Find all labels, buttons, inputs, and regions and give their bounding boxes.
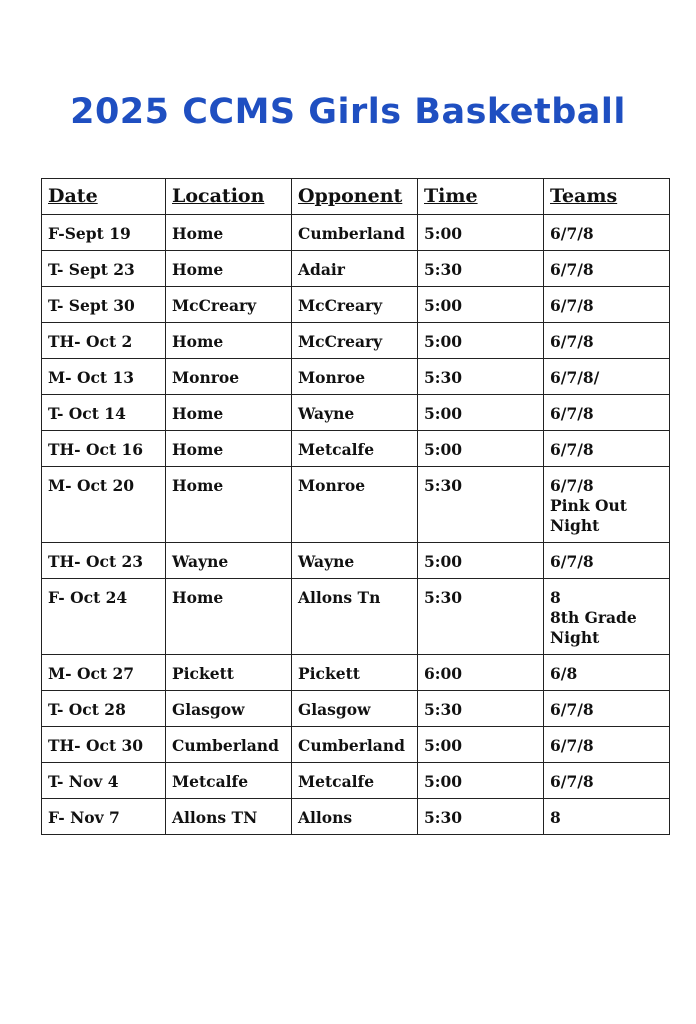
table-row	[42, 287, 670, 323]
cell-location	[166, 799, 292, 835]
opponent-value: Glasgow	[298, 700, 371, 719]
opponent-value: McCreary	[298, 296, 383, 315]
cell-date	[42, 467, 166, 543]
table-row	[42, 251, 670, 287]
date-value: T- Oct 14	[48, 404, 126, 423]
time-value: 5:00	[424, 552, 463, 571]
location-value: Home	[172, 260, 224, 279]
date-value: T- Sept 30	[48, 296, 135, 315]
table-row	[42, 359, 670, 395]
cell-location	[166, 323, 292, 359]
cell-location	[166, 763, 292, 799]
cell-opponent	[292, 655, 418, 691]
cell-teams	[544, 215, 670, 251]
column-header-date: Date	[42, 179, 166, 215]
cell-date	[42, 431, 166, 467]
cell-opponent	[292, 287, 418, 323]
opponent-value: Cumberland	[298, 224, 405, 243]
opponent-value: Allons Tn	[298, 588, 381, 607]
cell-location	[166, 579, 292, 655]
cell-time	[418, 395, 544, 431]
teams-value: 6/7/8	[550, 772, 594, 791]
cell-teams	[544, 467, 670, 543]
table-row	[42, 655, 670, 691]
cell-opponent	[292, 579, 418, 655]
cell-opponent	[292, 359, 418, 395]
page-title: 2025 CCMS Girls Basketball	[70, 92, 626, 132]
table-row	[42, 323, 670, 359]
cell-location	[166, 727, 292, 763]
cell-time	[418, 655, 544, 691]
teams-value: 6/7/8	[550, 332, 594, 351]
cell-opponent	[292, 799, 418, 835]
date-value: F- Oct 24	[48, 588, 128, 607]
date-value: M- Oct 13	[48, 368, 135, 387]
opponent-value: Monroe	[298, 476, 366, 495]
opponent-value: Allons	[298, 808, 353, 827]
date-value: F-Sept 19	[48, 224, 131, 243]
teams-value: 6/7/8	[550, 224, 594, 243]
cell-date	[42, 543, 166, 579]
cell-opponent	[292, 323, 418, 359]
time-value: 5:00	[424, 736, 463, 755]
cell-opponent	[292, 543, 418, 579]
location-value: Allons TN	[172, 808, 258, 827]
cell-opponent	[292, 251, 418, 287]
table-row	[42, 467, 670, 543]
location-value: Home	[172, 440, 224, 459]
date-value: M- Oct 20	[48, 476, 135, 495]
opponent-value: Metcalfe	[298, 772, 375, 791]
time-value: 5:30	[424, 700, 463, 719]
opponent-value: Wayne	[298, 404, 355, 423]
table-row	[42, 763, 670, 799]
time-value: 5:30	[424, 260, 463, 279]
cell-opponent	[292, 691, 418, 727]
cell-date	[42, 359, 166, 395]
cell-date	[42, 655, 166, 691]
cell-location	[166, 655, 292, 691]
opponent-value: Metcalfe	[298, 440, 375, 459]
cell-location	[166, 467, 292, 543]
cell-time	[418, 799, 544, 835]
cell-teams	[544, 251, 670, 287]
time-value: 5:30	[424, 588, 463, 607]
cell-location	[166, 359, 292, 395]
location-value: Monroe	[172, 368, 240, 387]
cell-opponent	[292, 727, 418, 763]
location-value: Metcalfe	[172, 772, 249, 791]
date-value: TH- Oct 2	[48, 332, 133, 351]
date-value: F- Nov 7	[48, 808, 120, 827]
cell-time	[418, 691, 544, 727]
teams-note: Pink Out	[550, 496, 627, 515]
location-value: Home	[172, 332, 224, 351]
opponent-value: Wayne	[298, 552, 355, 571]
cell-date	[42, 691, 166, 727]
cell-teams	[544, 579, 670, 655]
opponent-value: Monroe	[298, 368, 366, 387]
schedule-table	[41, 178, 670, 835]
cell-time	[418, 431, 544, 467]
opponent-value: McCreary	[298, 332, 383, 351]
cell-date	[42, 215, 166, 251]
date-value: T- Nov 4	[48, 772, 119, 791]
time-value: 5:00	[424, 332, 463, 351]
table-row	[42, 431, 670, 467]
teams-value: 6/7/8	[550, 440, 594, 459]
teams-value: 8	[550, 588, 561, 607]
table-row	[42, 799, 670, 835]
cell-opponent	[292, 215, 418, 251]
date-value: T- Oct 28	[48, 700, 126, 719]
time-value: 5:00	[424, 772, 463, 791]
location-value: Cumberland	[172, 736, 279, 755]
cell-location	[166, 543, 292, 579]
teams-value: 6/7/8	[550, 476, 594, 495]
cell-teams	[544, 543, 670, 579]
teams-value: 6/7/8/	[550, 368, 600, 387]
cell-time	[418, 287, 544, 323]
cell-teams	[544, 323, 670, 359]
teams-note: Night	[550, 628, 600, 647]
table-row	[42, 727, 670, 763]
time-value: 5:30	[424, 476, 463, 495]
cell-teams	[544, 287, 670, 323]
time-value: 5:30	[424, 808, 463, 827]
cell-date	[42, 323, 166, 359]
teams-value: 6/7/8	[550, 552, 594, 571]
cell-date	[42, 579, 166, 655]
cell-date	[42, 727, 166, 763]
teams-value: 6/7/8	[550, 296, 594, 315]
cell-teams	[544, 691, 670, 727]
location-value: Home	[172, 404, 224, 423]
location-value: Home	[172, 476, 224, 495]
date-value: M- Oct 27	[48, 664, 135, 683]
location-value: Home	[172, 588, 224, 607]
cell-time	[418, 215, 544, 251]
table-row	[42, 691, 670, 727]
cell-teams	[544, 359, 670, 395]
teams-note: Night	[550, 516, 600, 535]
location-value: Glasgow	[172, 700, 245, 719]
time-value: 5:00	[424, 440, 463, 459]
cell-time	[418, 323, 544, 359]
teams-value: 6/8	[550, 664, 578, 683]
date-value: TH- Oct 23	[48, 552, 144, 571]
cell-location	[166, 287, 292, 323]
cell-time	[418, 467, 544, 543]
time-value: 5:00	[424, 224, 463, 243]
opponent-value: Pickett	[298, 664, 360, 683]
cell-date	[42, 251, 166, 287]
cell-teams	[544, 727, 670, 763]
cell-time	[418, 579, 544, 655]
time-value: 5:00	[424, 404, 463, 423]
time-value: 6:00	[424, 664, 463, 683]
cell-date	[42, 287, 166, 323]
column-header-time: Time	[418, 179, 544, 215]
opponent-value: Cumberland	[298, 736, 405, 755]
teams-value: 6/7/8	[550, 736, 594, 755]
cell-teams	[544, 655, 670, 691]
location-value: Pickett	[172, 664, 234, 683]
cell-location	[166, 251, 292, 287]
date-value: TH- Oct 30	[48, 736, 144, 755]
cell-location	[166, 431, 292, 467]
cell-opponent	[292, 395, 418, 431]
cell-time	[418, 359, 544, 395]
date-value: T- Sept 23	[48, 260, 135, 279]
table-row	[42, 395, 670, 431]
cell-date	[42, 395, 166, 431]
cell-time	[418, 763, 544, 799]
location-value: Wayne	[172, 552, 229, 571]
cell-time	[418, 543, 544, 579]
table-row	[42, 579, 670, 655]
table-row	[42, 543, 670, 579]
cell-location	[166, 215, 292, 251]
cell-time	[418, 727, 544, 763]
column-header-location: Location	[166, 179, 292, 215]
cell-teams	[544, 395, 670, 431]
cell-opponent	[292, 431, 418, 467]
cell-teams	[544, 799, 670, 835]
opponent-value: Adair	[298, 260, 345, 279]
cell-time	[418, 251, 544, 287]
cell-opponent	[292, 467, 418, 543]
cell-location	[166, 691, 292, 727]
column-header-opponent: Opponent	[292, 179, 418, 215]
date-value: TH- Oct 16	[48, 440, 144, 459]
cell-teams	[544, 763, 670, 799]
schedule-body	[42, 215, 670, 835]
table-row	[42, 215, 670, 251]
column-header-teams: Teams	[544, 179, 670, 215]
time-value: 5:30	[424, 368, 463, 387]
cell-date	[42, 799, 166, 835]
header-row	[42, 179, 670, 215]
teams-value: 6/7/8	[550, 700, 594, 719]
cell-date	[42, 763, 166, 799]
teams-value: 6/7/8	[550, 260, 594, 279]
cell-location	[166, 395, 292, 431]
teams-note: 8th Grade	[550, 608, 637, 627]
location-value: McCreary	[172, 296, 257, 315]
cell-opponent	[292, 763, 418, 799]
teams-value: 8	[550, 808, 561, 827]
teams-value: 6/7/8	[550, 404, 594, 423]
location-value: Home	[172, 224, 224, 243]
cell-teams	[544, 431, 670, 467]
time-value: 5:00	[424, 296, 463, 315]
